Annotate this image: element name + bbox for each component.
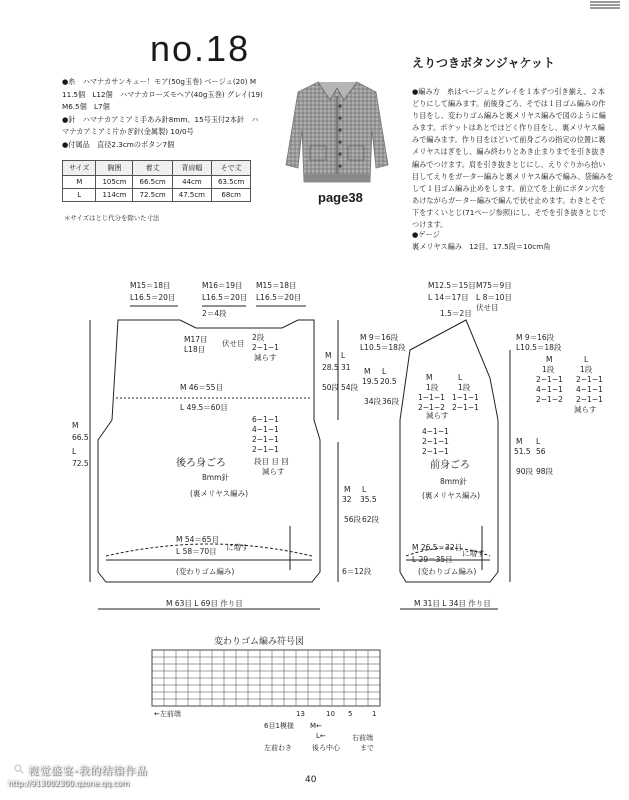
front-neck-rows: 1.5＝2目 — [440, 309, 472, 318]
materials-list — [62, 76, 292, 152]
front-top2-l: L 8＝10目 — [476, 293, 512, 302]
back-stitch: (裏メリヤス編み) — [190, 489, 249, 498]
front-dec-a: 2−1−2 — [418, 403, 445, 412]
back-dec-a: 2−1−1 — [252, 445, 279, 454]
instruction-line: り目をし、変わりゴム編みと裏メリヤス編みで図のように編 — [412, 111, 606, 121]
back-arm-l-val: 31 — [341, 363, 351, 372]
table-header-cell: そで丈 — [212, 161, 251, 176]
table-cell: 68cm — [212, 189, 251, 202]
table-cell: 72.5cm — [133, 189, 172, 202]
front-bottom-m: M 26.5＝32目 — [412, 543, 463, 552]
materials-line: ●付属品 直径2.3cmのボタン7個 — [62, 139, 175, 149]
front-side-m: M — [344, 485, 351, 494]
table-header-cell: 背肩幅 — [172, 161, 211, 176]
front-sleeve-dec: 4−1−1 — [536, 385, 563, 394]
watermark-text: 视觉盛宴-我的结编作品 — [28, 765, 148, 777]
front-sleeve-dec-label: 減らす — [574, 405, 597, 414]
front-right-rows-l: 98段 — [536, 467, 554, 476]
instruction-line: つけます。 — [412, 220, 448, 230]
table-cell: 105cm — [96, 176, 133, 189]
front-dec-b: L — [458, 373, 463, 382]
back-neck-fuse: 伏せ目 — [222, 339, 245, 348]
back-arm-l: L — [341, 351, 346, 360]
back-top-l: L16.5＝20目 — [202, 293, 248, 302]
page-reference: page38 — [318, 190, 363, 205]
gauge-heading: ●ゲージ — [412, 230, 440, 239]
instruction-line: 目してえりをガーター編みと裏メリヤス編みで編み、袋編みを — [412, 171, 614, 181]
back-height-m: M — [72, 421, 79, 430]
table-cell: 44cm — [172, 176, 211, 189]
size-table — [62, 160, 251, 202]
back-bottom-m: M 54＝65目 — [176, 535, 219, 544]
instruction-line: みます。ポケットはあとでほどく作り目をし、裏メリヤス編 — [412, 123, 605, 133]
chart-start: ←左前端 — [154, 710, 181, 718]
back-arm-rows-m: 50段 — [322, 383, 340, 392]
front-sh-l: L10.5＝18段 — [516, 343, 562, 352]
front-dec-a: 1段 — [426, 383, 439, 392]
front-stitch: (裏メリヤス編み) — [422, 491, 481, 500]
front-sleeve-dec: 2−1−1 — [536, 375, 563, 384]
instruction-line: どりにして編みます。前後身ごろ、そでは１目ゴム編みの作 — [412, 99, 606, 109]
back-dec-label: 段目 目 回 — [254, 457, 289, 466]
back-cast-on: M 63目 L 69目 作り目 — [166, 599, 243, 608]
chart-m: M← — [310, 722, 322, 730]
back-height-l-val: 72.5 — [72, 459, 89, 468]
back-width-m: M 46＝55目 — [180, 383, 223, 392]
front-neck-w-l: L10.5＝18段 — [360, 343, 406, 352]
front-right-l-val: 56 — [536, 447, 546, 456]
front-dec-b: 2−1−1 — [452, 403, 479, 412]
instruction-line: みで編みます。作り目をほどいて前身ごろの指定の位置に裏 — [412, 135, 606, 145]
jacket-photo — [280, 70, 395, 190]
table-cell: 47.5cm — [172, 189, 211, 202]
front-sleeve-dec-l: 2−1−1 — [576, 375, 603, 384]
front-rib: (変わりゴム編み) — [418, 567, 477, 576]
front-sleeve-dec: 2−1−2 — [536, 395, 563, 404]
back-top-l: L16.5＝20目 — [256, 293, 302, 302]
front-mid-rows-l: 36段 — [382, 397, 400, 406]
front-side-l: L — [362, 485, 367, 494]
front-right-m: M — [516, 437, 523, 446]
front-needle: 8mm針 — [440, 477, 467, 486]
front-mid-m: M — [364, 367, 371, 376]
front-bottom-l: L 29＝35目 — [412, 555, 453, 564]
table-row — [63, 189, 251, 202]
chart-repeat: 6目1模様 — [264, 722, 294, 730]
front-sleeve-dec-l: 1段 — [580, 365, 593, 374]
front-top-m: M12.5＝15目 — [428, 281, 476, 290]
front-sleeve-dec: 1段 — [542, 365, 555, 374]
back-height-m-val: 66.5 — [72, 433, 89, 442]
pattern-number: no.18 — [150, 28, 251, 69]
table-row — [63, 176, 251, 189]
table-cell: M — [63, 176, 96, 189]
front-increase: に増す — [462, 549, 485, 558]
front-sh-m: M 9＝16段 — [516, 333, 555, 342]
back-increase: に増す — [226, 543, 249, 552]
back-arm-rows-l: 54段 — [341, 383, 359, 392]
chart-num: 10 — [326, 710, 335, 718]
back-neck-dec1: 2−1−1 — [252, 343, 279, 352]
instruction-line: 編みでつけます。肩を引き抜きとじにし、えりぐりから拾い — [412, 159, 606, 169]
front-side-rows-l: 62段 — [362, 515, 380, 524]
front-dec-b: 1段 — [458, 383, 471, 392]
materials-line: M6.5個 L7個 — [62, 102, 110, 112]
back-neck-dec-label: 2段 — [252, 333, 265, 342]
magnifier-icon — [14, 764, 24, 774]
front-mid-rows-m: 34段 — [364, 397, 382, 406]
front-dec-a: M — [426, 373, 433, 382]
back-dec-label2: 減らす — [262, 467, 285, 476]
back-neck-dec2: 減らす — [254, 353, 277, 362]
back-dec-a: 2−1−1 — [252, 435, 279, 444]
table-header-cell: 着丈 — [133, 161, 172, 176]
chart-num: 13 — [296, 710, 305, 718]
chart-l: L← — [316, 732, 326, 740]
table-header-cell: 胸囲 — [96, 161, 133, 176]
watermark-url: http://913002300.qzone.qq.com — [8, 779, 130, 788]
corner-lines — [590, 0, 620, 10]
back-dec-a: 6−1−1 — [252, 415, 279, 424]
back-name: 後ろ身ごろ — [176, 458, 226, 469]
back-rib: (変わりゴム編み) — [176, 567, 235, 576]
front-arm: 2−1−1 — [422, 447, 449, 456]
back-neck-rows: 2＝4段 — [202, 309, 227, 318]
back-arm-m: M — [325, 351, 332, 360]
table-cell: 63.5cm — [212, 176, 251, 189]
instruction-line: メリヤスはぎをし、編み終わりとあき止まりまでを引き抜き — [412, 147, 606, 157]
instructions — [412, 86, 627, 231]
chart-center: 後ろ中心 — [312, 744, 340, 752]
table-cell: 114cm — [96, 189, 133, 202]
back-neck-m: M17目 — [184, 335, 208, 344]
materials-line: ●針 ハマナカアミアミ手あみ針8mm、15号玉付2本針 ハ — [62, 114, 259, 124]
front-mid-l-val: 20.5 — [380, 377, 397, 386]
front-side-l-val: 35.5 — [360, 495, 377, 504]
front-sleeve-dec-l: 4−1−1 — [576, 385, 603, 394]
page-number: 40 — [305, 775, 317, 785]
schematic-diagram — [0, 270, 629, 770]
front-sleeve-dec: M — [546, 355, 553, 364]
chart-made: まで — [360, 744, 374, 752]
front-dec-b: 1−1−1 — [452, 393, 479, 402]
chart-left-side: 左前わき — [264, 744, 292, 752]
materials-line: 11.5個 L12個 ハマナカローズモヘア(40g玉巻) グレイ(19) — [62, 89, 263, 99]
back-neck-l: L18目 — [184, 345, 206, 354]
front-right-m-val: 51.5 — [514, 447, 531, 456]
back-dec-a: 4−1−1 — [252, 425, 279, 434]
front-cast-on: M 31目 L 34目 作り目 — [414, 599, 491, 608]
back-height-l: L — [72, 447, 77, 456]
rib-rows: 6＝12段 — [342, 567, 372, 576]
table-header-row — [63, 161, 251, 176]
front-top2-m: M75＝9目 — [476, 281, 512, 290]
front-top-l: L 14＝17目 — [428, 293, 469, 302]
front-side-rows-m: 56段 — [344, 515, 362, 524]
front-dec-a: 1−1−1 — [418, 393, 445, 402]
instruction-line: ●編み方 糸はベージュとグレイを１本ずつ引き揃え、２本 — [412, 87, 605, 96]
instruction-line: あけながらガーター編みで編んで伏せ止めます。わきとそで — [412, 195, 606, 205]
gauge-value: 裏メリヤス編み 12目、17.5段＝10cm角 — [412, 242, 551, 251]
rib-chart-grid — [152, 650, 380, 706]
chart-right: 右前端 — [352, 734, 373, 742]
instruction-line: して１目ゴム編み止めをします。前立てを上前にボタン穴を — [412, 183, 606, 193]
front-sleeve-dec-l: 2−1−1 — [576, 395, 603, 404]
front-dec-c: 減らす — [426, 411, 449, 420]
front-side-m-val: 32 — [342, 495, 352, 504]
front-neck-w-m: M 9＝16段 — [360, 333, 399, 342]
back-arm-m-val: 28.5 — [322, 363, 339, 372]
table-cell: L — [63, 189, 96, 202]
front-arm: 4−1−1 — [422, 427, 449, 436]
back-top-m: M15＝18目 — [130, 281, 171, 290]
front-mid-m-val: 19.5 — [362, 377, 379, 386]
instruction-line: 下をすくいとじ(71ページ参照)にし、そでを引き抜きとじで — [412, 207, 607, 217]
back-bottom-l: L 58＝70目 — [176, 547, 217, 556]
front-sleeve-dec-l: L — [584, 355, 589, 364]
pattern-title: えりつきボタンジャケット — [412, 56, 555, 70]
front-mid-l: L — [382, 367, 387, 376]
front-right-l: L — [536, 437, 541, 446]
back-top-m: M15＝18目 — [256, 281, 297, 290]
front-fuse: 伏せ目 — [476, 303, 499, 312]
materials-line: ●糸 ハマナカサンキュー！モア(50g玉巻) ベージュ(20) M — [62, 77, 257, 86]
materials-line: マナカアミアミ片かぎ針(金属製) 10/0号 — [62, 127, 194, 137]
chart-num: 5 — [348, 710, 353, 718]
front-name: 前身ごろ — [430, 460, 470, 471]
back-needle: 8mm針 — [202, 473, 229, 482]
table-header-cell: サイズ — [63, 161, 96, 176]
back-top-l: L16.5＝20目 — [130, 293, 176, 302]
back-width-l: L 49.5＝60目 — [180, 403, 228, 412]
chart-num: 1 — [372, 710, 377, 718]
rib-chart-title: 変わりゴム編み符号図 — [214, 637, 305, 647]
size-note: ＊サイズはとじ代分を除いた寸法 — [64, 214, 160, 222]
table-cell: 66.5cm — [133, 176, 172, 189]
back-top-m: M16＝19目 — [202, 281, 243, 290]
front-arm: 2−1−1 — [422, 437, 449, 446]
front-right-rows-m: 90段 — [516, 467, 534, 476]
